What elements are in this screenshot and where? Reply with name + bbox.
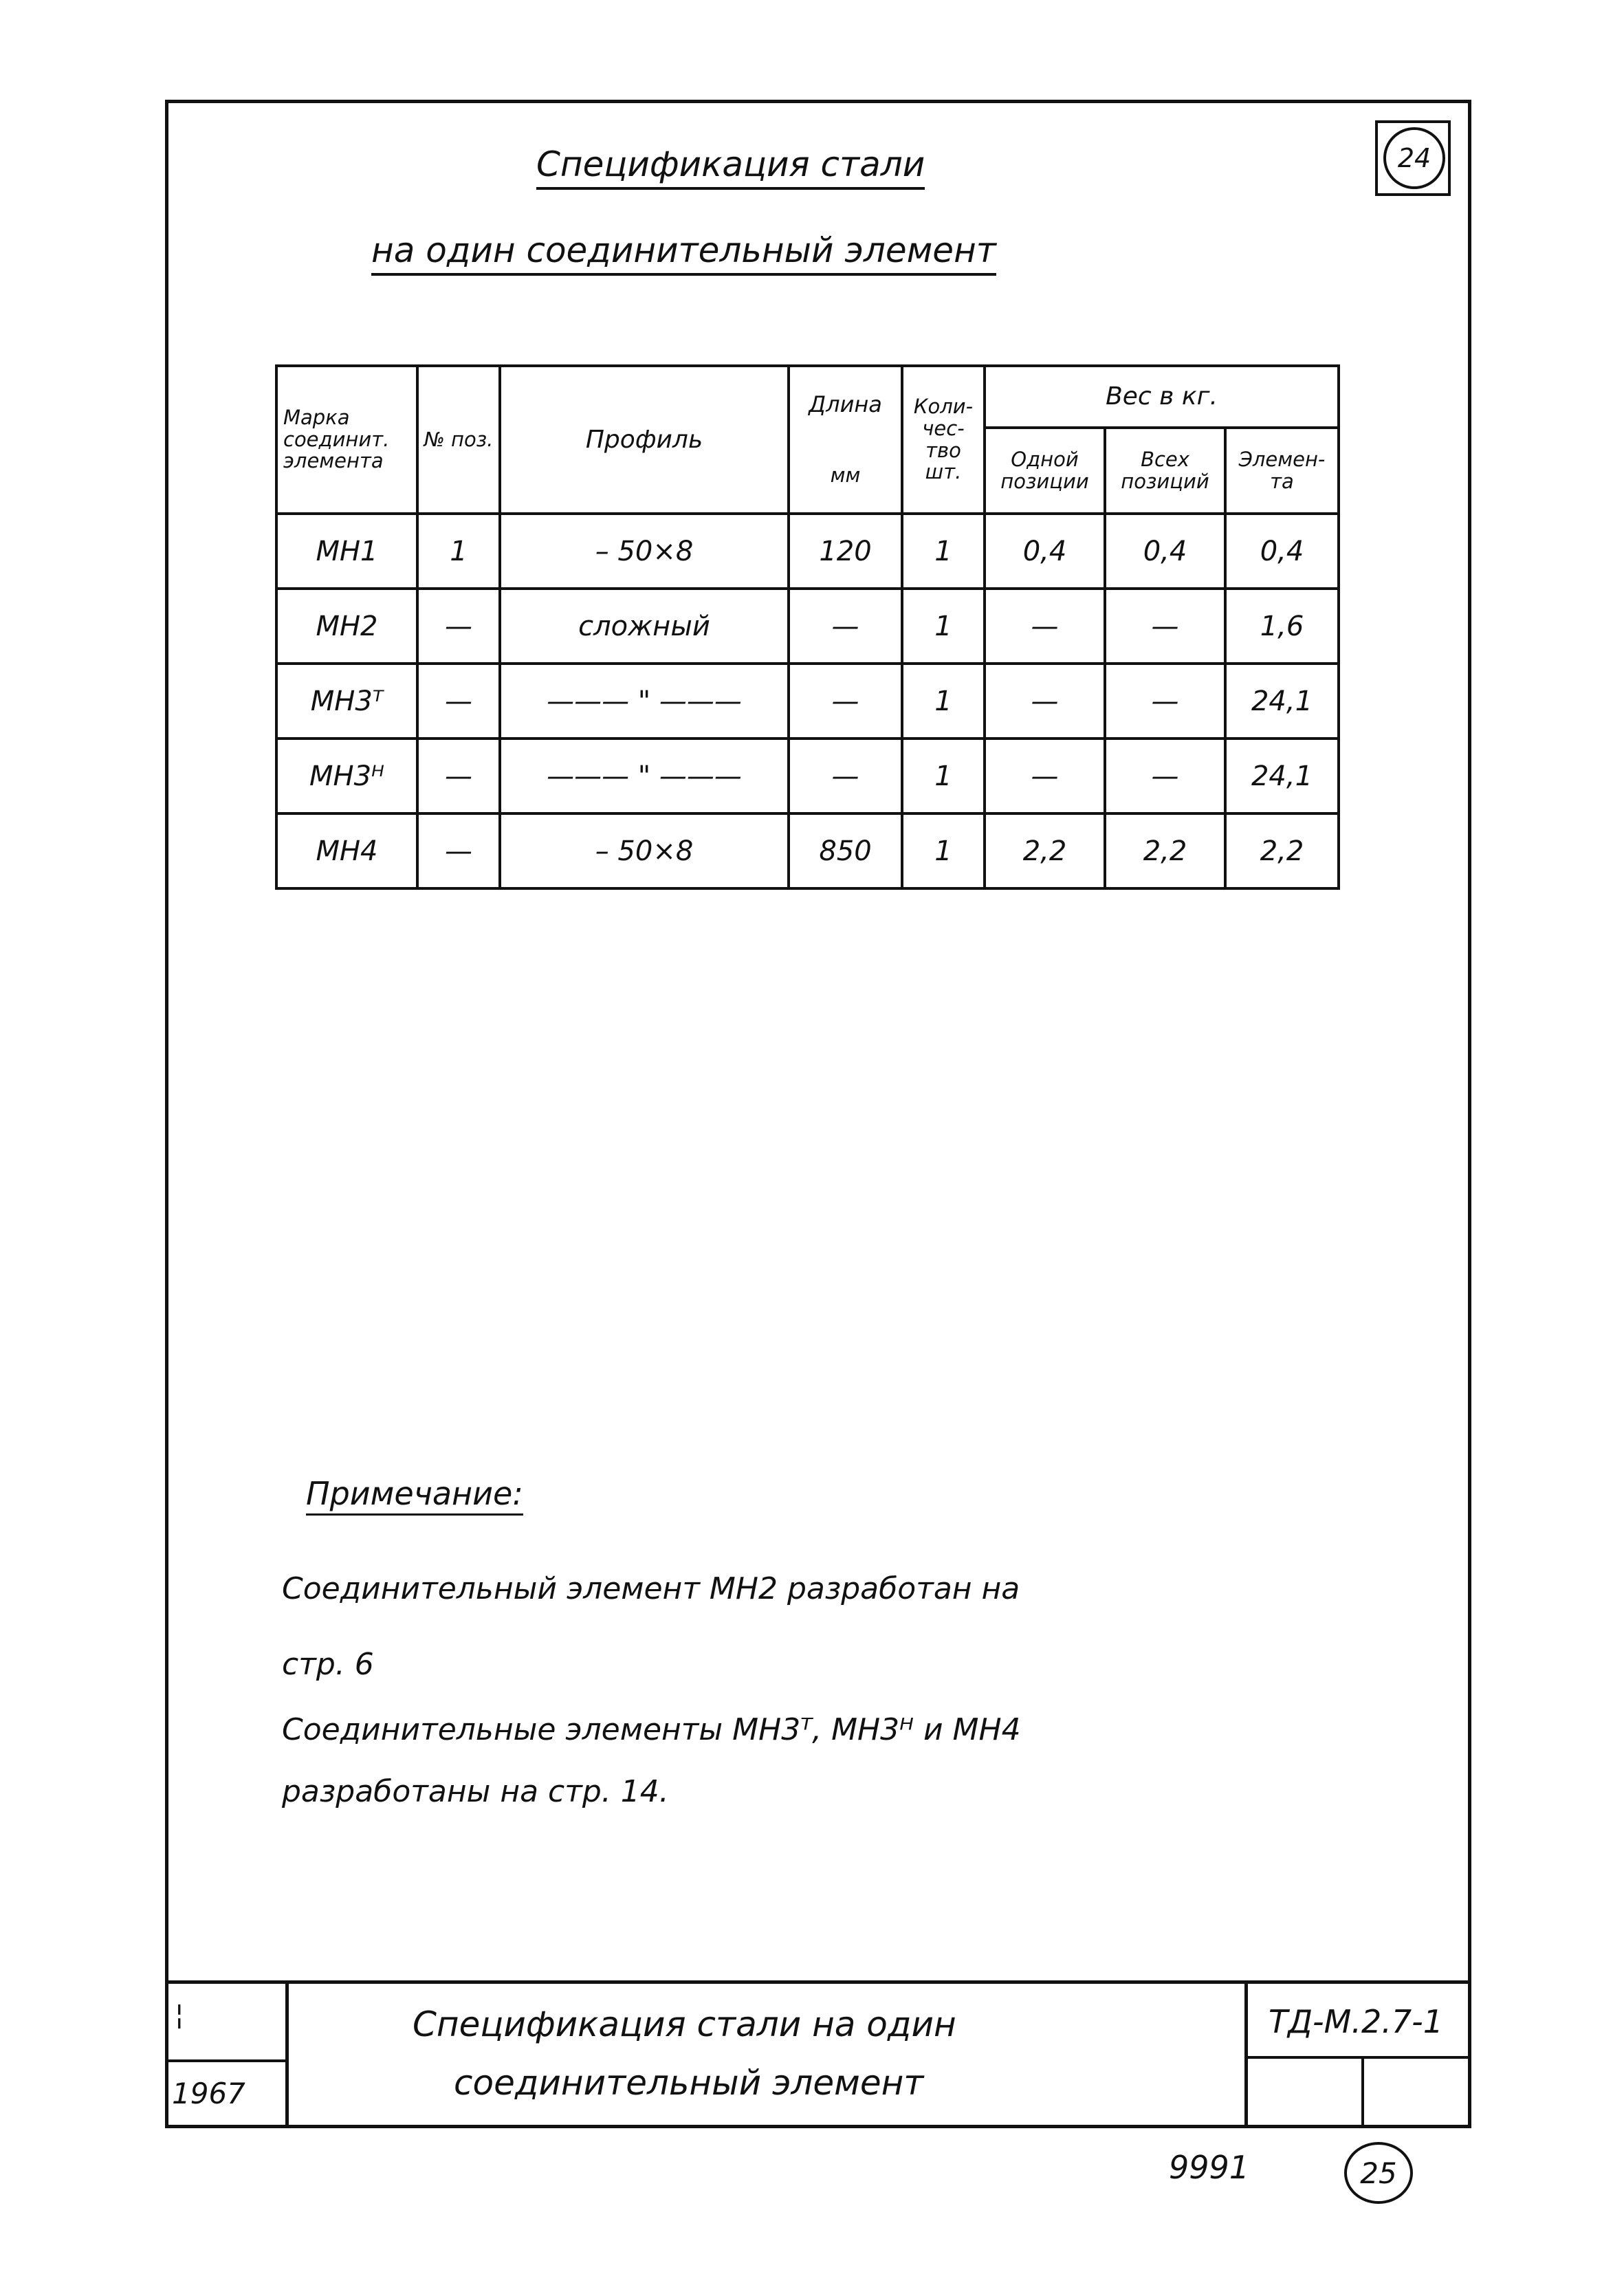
note-title: Примечание: xyxy=(306,1475,523,1516)
header-weight: Вес в кг. xyxy=(985,366,1339,428)
sheet-number: 25 xyxy=(1344,2142,1413,2204)
cell-length: 120 xyxy=(789,514,902,589)
title-block-year: 1967 xyxy=(172,2077,245,2110)
title-block-title: Спецификация стали на один xyxy=(413,2004,956,2044)
cell-weight-all: 0,4 xyxy=(1105,514,1225,589)
title-block-divider xyxy=(1361,2056,1364,2128)
header-length-label: Длина xyxy=(809,391,882,417)
cell-pos: — xyxy=(417,739,500,813)
header-qty-unit: шт. xyxy=(925,460,962,484)
cell-weight-one: 0,4 xyxy=(985,514,1105,589)
cell-qty: 1 xyxy=(902,514,985,589)
note-line: Соединительные элементы МН3ᵀ, МН3ᴴ и МН4 xyxy=(282,1712,1021,1747)
cell-weight-element: 24,1 xyxy=(1225,739,1339,813)
cell-length: — xyxy=(789,739,902,813)
cell-mark: МН4 xyxy=(276,813,417,888)
title-block-divider xyxy=(1248,2056,1471,2059)
cell-weight-one: — xyxy=(985,664,1105,739)
cell-weight-element: 24,1 xyxy=(1225,664,1339,739)
document-subtitle: на один соединительный элемент xyxy=(371,230,996,276)
cell-weight-all: — xyxy=(1105,739,1225,813)
cell-pos: 1 xyxy=(417,514,500,589)
title-block-divider xyxy=(285,1984,289,2128)
cell-qty: 1 xyxy=(902,664,985,739)
cell-weight-all: — xyxy=(1105,664,1225,739)
cell-profile: ——— " ——— xyxy=(500,664,789,739)
cell-qty: 1 xyxy=(902,813,985,888)
page-number-box xyxy=(1375,120,1451,196)
cell-profile: – 50×8 xyxy=(500,813,789,888)
title-block-mark: ¦ xyxy=(175,1999,184,2031)
title-block xyxy=(165,1980,1471,2128)
header-qty xyxy=(902,366,985,514)
archive-number: 9991 xyxy=(1169,2149,1250,2186)
cell-length: 850 xyxy=(789,813,902,888)
header-weight-all: Всех позиций xyxy=(1105,428,1225,514)
cell-weight-element: 2,2 xyxy=(1225,813,1339,888)
page-number: 24 xyxy=(1383,127,1445,189)
note-line: стр. 6 xyxy=(282,1647,374,1682)
cell-weight-one: 2,2 xyxy=(985,813,1105,888)
table-row xyxy=(276,664,1339,739)
cell-profile: ——— " ——— xyxy=(500,739,789,813)
header-mark: Марка соединит. элемента xyxy=(276,366,417,514)
document-code: ТД-М.2.7-1 xyxy=(1269,2003,1443,2040)
header-profile: Профиль xyxy=(500,366,789,514)
header-pos: № поз. xyxy=(417,366,500,514)
header-weight-one: Одной позиции xyxy=(985,428,1105,514)
cell-profile: сложный xyxy=(500,589,789,664)
cell-qty: 1 xyxy=(902,739,985,813)
cell-mark: МН3ᵀ xyxy=(276,664,417,739)
cell-qty: 1 xyxy=(902,589,985,664)
cell-pos: — xyxy=(417,813,500,888)
specification-table xyxy=(275,364,1340,890)
cell-profile: – 50×8 xyxy=(500,514,789,589)
cell-pos: — xyxy=(417,664,500,739)
table-row xyxy=(276,739,1339,813)
table-row xyxy=(276,514,1339,589)
table-row xyxy=(276,813,1339,888)
cell-mark: МН2 xyxy=(276,589,417,664)
header-weight-element: Элемен- та xyxy=(1225,428,1339,514)
cell-length: — xyxy=(789,589,902,664)
note-line: разработаны на стр. 14. xyxy=(282,1774,669,1809)
cell-pos: — xyxy=(417,589,500,664)
header-length-unit: мм xyxy=(830,463,861,488)
cell-length: — xyxy=(789,664,902,739)
title-block-title: соединительный элемент xyxy=(454,2063,924,2103)
header-length xyxy=(789,366,902,514)
cell-weight-one: — xyxy=(985,739,1105,813)
cell-mark: МН3ᴴ xyxy=(276,739,417,813)
cell-weight-all: 2,2 xyxy=(1105,813,1225,888)
cell-mark: МН1 xyxy=(276,514,417,589)
document-title: Спецификация стали xyxy=(536,144,925,190)
table-row xyxy=(276,589,1339,664)
cell-weight-all: — xyxy=(1105,589,1225,664)
cell-weight-element: 0,4 xyxy=(1225,514,1339,589)
cell-weight-one: — xyxy=(985,589,1105,664)
title-block-divider xyxy=(165,2059,285,2062)
cell-weight-element: 1,6 xyxy=(1225,589,1339,664)
header-qty-label: Коли- чес- тво xyxy=(913,394,974,462)
note-line: Соединительный элемент МН2 разработан на xyxy=(282,1571,1020,1606)
